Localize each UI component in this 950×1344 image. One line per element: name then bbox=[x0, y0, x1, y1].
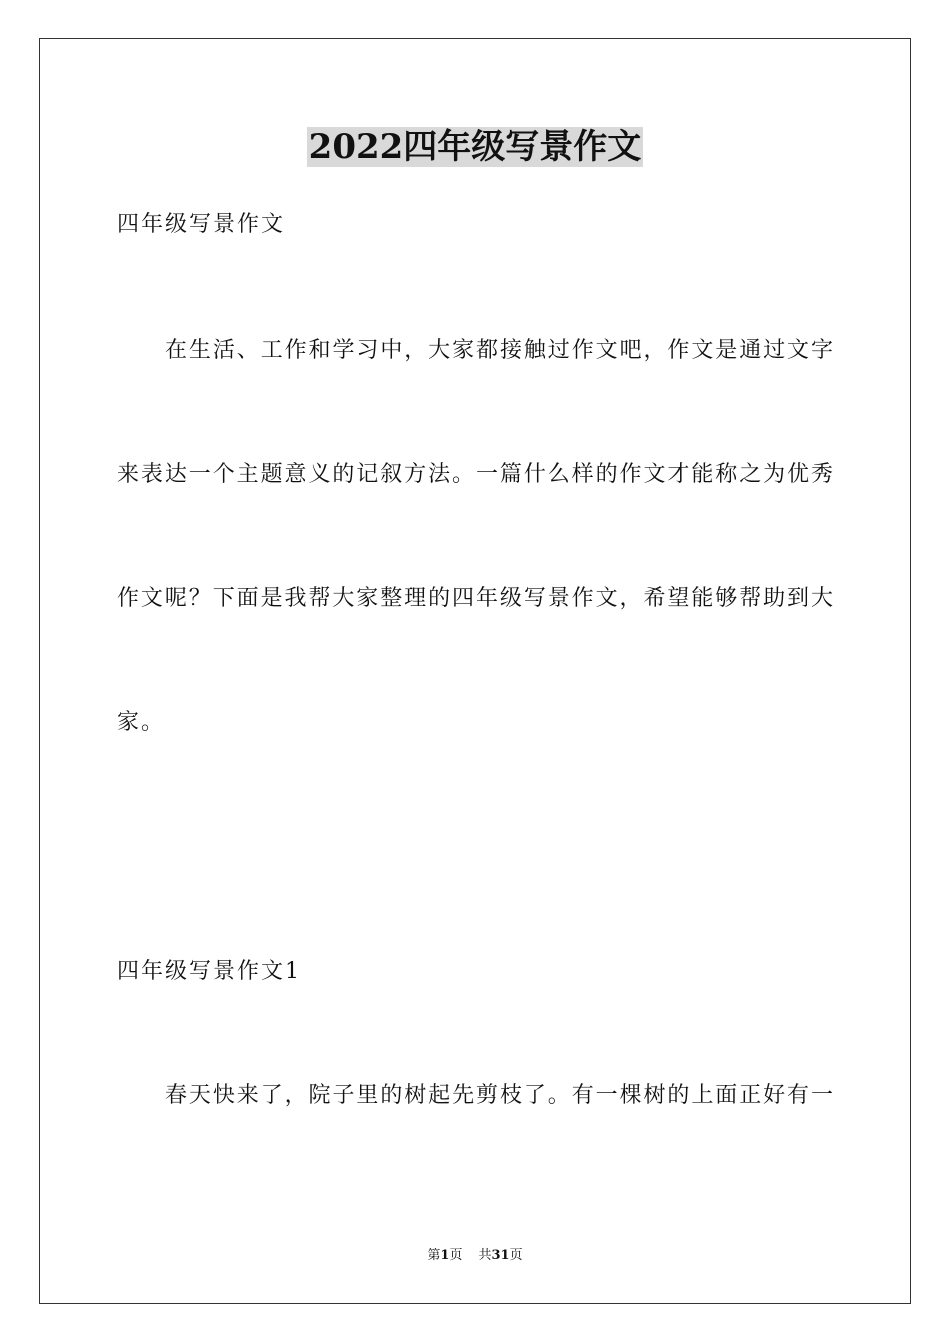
section-line-1: 春天快来了，院子里的树起先剪枝了。有一棵树的上面正好有一 bbox=[165, 1083, 833, 1108]
footer-page-prefix: 第 bbox=[427, 1248, 441, 1263]
footer-page-current: 1 bbox=[440, 1248, 450, 1263]
intro-line-3: 作文呢？下面是我帮大家整理的四年级写景作文，希望能够帮助到大 bbox=[117, 586, 833, 611]
intro-line-2: 来表达一个主题意义的记叙方法。一篇什么样的作文才能称之为优秀 bbox=[117, 462, 833, 487]
document-title bbox=[0, 124, 950, 170]
section-heading: 四年级写景作文1 bbox=[117, 959, 301, 984]
footer-total-prefix: 共 bbox=[478, 1248, 492, 1263]
intro-line-4: 家。 bbox=[117, 710, 166, 735]
page-footer bbox=[0, 1247, 950, 1265]
footer-total-unit: 页 bbox=[509, 1248, 523, 1263]
intro-line-1: 在生活、工作和学习中，大家都接触过作文吧，作文是通过文字 bbox=[165, 338, 833, 363]
footer-page-total: 31 bbox=[491, 1248, 510, 1263]
footer-page-unit: 页 bbox=[449, 1248, 463, 1263]
document-title-text: 2022四年级写景作文 bbox=[308, 127, 642, 167]
document-subtitle: 四年级写景作文 bbox=[117, 212, 286, 237]
